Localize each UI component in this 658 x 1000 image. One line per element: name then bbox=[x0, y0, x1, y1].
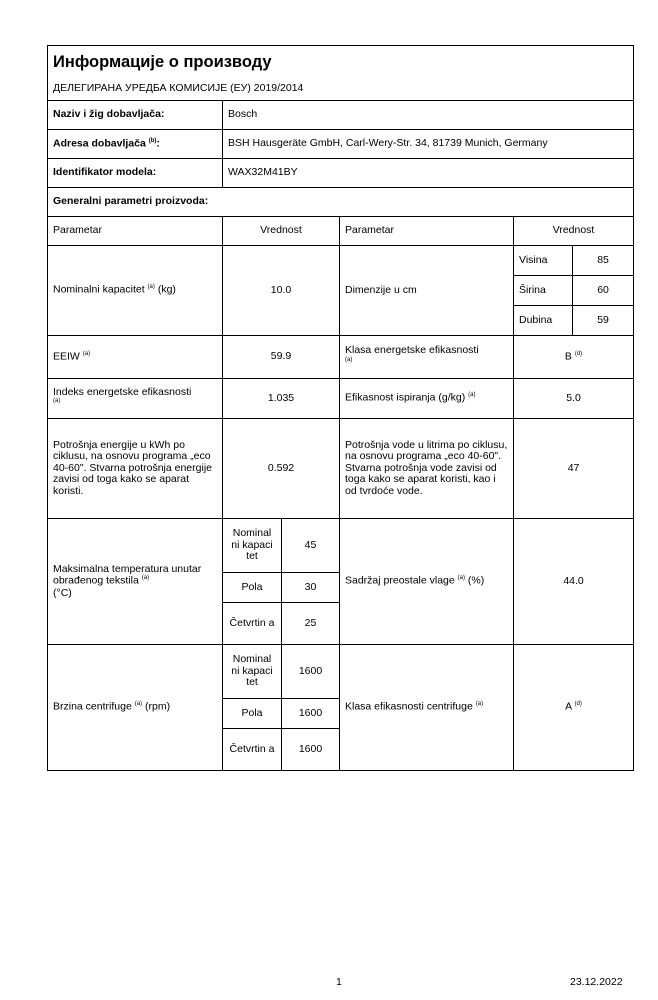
header-value-right: Vrednost bbox=[514, 217, 634, 246]
max-temp-quarter-value: 25 bbox=[282, 603, 340, 645]
max-temp-half-label: Pola bbox=[223, 573, 282, 603]
spin-half-value: 1600 bbox=[282, 699, 340, 729]
energy-class-label: Klasa energetske efikasnosti $^{(a)}$ bbox=[340, 336, 514, 379]
address-value: BSH Hausgeräte GmbH, Carl-Wery-Str. 34, 81739 Munich, Germany bbox=[223, 130, 634, 159]
energy-consumption-value: 0.592 bbox=[223, 419, 340, 519]
header-value-left: Vrednost bbox=[223, 217, 340, 246]
dimension-width-value: 60 bbox=[573, 276, 634, 306]
eeiw-value: 59.9 bbox=[223, 336, 340, 379]
header-param-left: Parametar bbox=[48, 217, 223, 246]
max-temp-nominal-label: Nominal ni kapaci tet bbox=[223, 519, 282, 573]
document-date: 23.12.2022 bbox=[570, 976, 623, 988]
moisture-label: Sadržaj preostale vlage $^{(a)}$ (%) bbox=[340, 519, 514, 645]
model-label: Identifikator modela: bbox=[48, 159, 223, 188]
general-params-heading: Generalni parametri proizvoda: bbox=[48, 188, 634, 217]
dimension-depth-value: 59 bbox=[573, 306, 634, 336]
water-consumption-value: 47 bbox=[514, 419, 634, 519]
supplier-value: Bosch bbox=[223, 101, 634, 130]
spin-quarter-value: 1600 bbox=[282, 729, 340, 771]
dimension-depth-label: Dubina bbox=[514, 306, 573, 336]
spin-class-label: Klasa efikasnosti centrifuge $^{(a)}$ bbox=[340, 645, 514, 771]
spin-class-value: A $^{(d)}$ bbox=[514, 645, 634, 771]
header-param-right: Parametar bbox=[340, 217, 514, 246]
eeiw-label: EEIW $^{(a)}$ bbox=[48, 336, 223, 379]
spin-half-label: Pola bbox=[223, 699, 282, 729]
spin-nominal-value: 1600 bbox=[282, 645, 340, 699]
dimension-width-label: Širina bbox=[514, 276, 573, 306]
max-temp-label: Maksimalna temperatura unutar obrađenog tekstila $^{(a)}$ (°C) bbox=[48, 519, 223, 645]
eei-value: 1.035 bbox=[223, 379, 340, 419]
water-consumption-label: Potrošnja vode u litrima po ciklusu, na osnovu programa „eco 40-60". Stvarna potrošnja vode zavisi od toga kako se aparat koristi, kao i od tvrdoće vode. bbox=[340, 419, 514, 519]
rinse-value: 5.0 bbox=[514, 379, 634, 419]
spin-speed-label: Brzina centrifuge $^{(a)}$ (rpm) bbox=[48, 645, 223, 771]
moisture-value: 44.0 bbox=[514, 519, 634, 645]
energy-class-value: B $^{(d)}$ bbox=[514, 336, 634, 379]
dimension-height-label: Visina bbox=[514, 246, 573, 276]
capacity-label: Nominalni kapacitet $^{(a)}$ (kg) bbox=[48, 246, 223, 336]
eei-label: Indeks energetske efikasnosti $^{(a)}$ bbox=[48, 379, 223, 419]
dimension-height-value: 85 bbox=[573, 246, 634, 276]
max-temp-quarter-label: Četvrtin a bbox=[223, 603, 282, 645]
product-information-table bbox=[47, 45, 634, 771]
regulation-reference: ДЕЛЕГИРАНА УРЕДБА КОМИСИЈЕ (ЕУ) 2019/2014 bbox=[48, 78, 634, 101]
capacity-value: 10.0 bbox=[223, 246, 340, 336]
max-temp-half-value: 30 bbox=[282, 573, 340, 603]
energy-consumption-label: Potrošnja energije u kWh po ciklusu, na osnovu programa „eco 40-60". Stvarna potrošnja energije zavisi od toga kako se aparat koristi. bbox=[48, 419, 223, 519]
document-title: Информације о производу bbox=[48, 46, 634, 79]
supplier-label: Naziv i žig dobavljača: bbox=[48, 101, 223, 130]
address-label: Adresa dobavljača $^{(b)}$: bbox=[48, 130, 223, 159]
max-temp-nominal-value: 45 bbox=[282, 519, 340, 573]
dimensions-label: Dimenzije u cm bbox=[340, 246, 514, 336]
model-value: WAX32M41BY bbox=[223, 159, 634, 188]
spin-quarter-label: Četvrtin a bbox=[223, 729, 282, 771]
rinse-label: Efikasnost ispiranja (g/kg) $^{(a)}$ bbox=[340, 379, 514, 419]
spin-nominal-label: Nominal ni kapaci tet bbox=[223, 645, 282, 699]
page-number: 1 bbox=[336, 976, 342, 988]
